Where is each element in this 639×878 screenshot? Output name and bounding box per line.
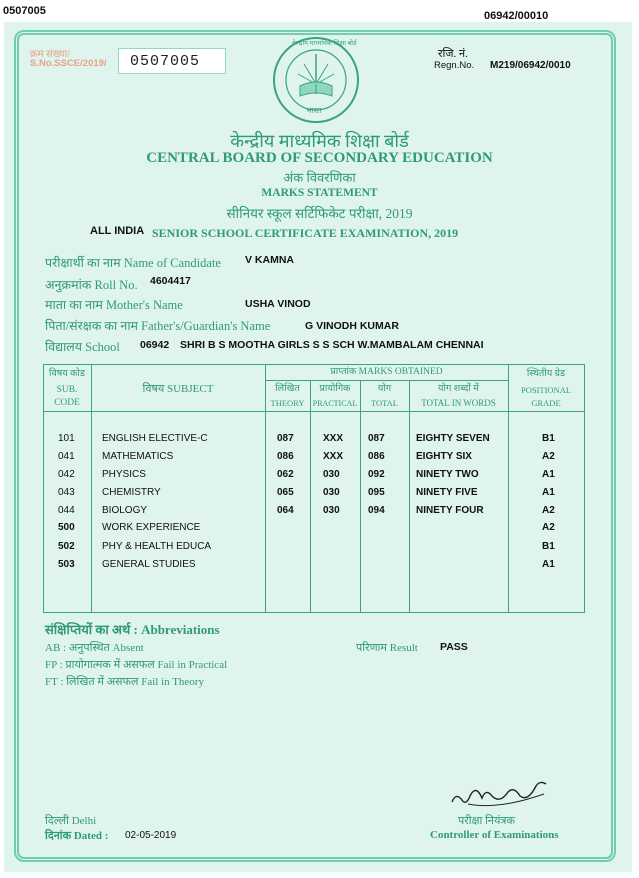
row-4-total: 095 — [368, 487, 385, 498]
issue-date: 02-05-2019 — [125, 830, 177, 841]
result-label: परिणाम Result — [356, 642, 418, 654]
exam-en: SENIOR SCHOOL CERTIFICATE EXAMINATION, 2019 — [152, 226, 459, 240]
result-value: PASS — [440, 641, 468, 653]
abbr-fail-practical: FP : प्रायोगात्मक में असफल Fail in Practical — [45, 659, 228, 671]
row-5-practical: 030 — [323, 505, 340, 516]
row-1-subject: ENGLISH ELECTIVE-C — [102, 433, 208, 444]
candidate-name: V KAMNA — [245, 254, 294, 266]
regn-value: M219/06942/0010 — [490, 60, 571, 71]
col-words-en: TOTAL IN WORDS — [421, 398, 496, 408]
abbr-fail-theory: FT : लिखित में असफल Fail in Theory — [45, 676, 204, 688]
serial-value: 0507005 — [130, 53, 201, 70]
col-words-hi: योग शब्दों में — [438, 384, 479, 394]
row-4-subject: CHEMISTRY — [102, 487, 161, 498]
controller-hi: परीक्षा नियंत्रक — [458, 815, 515, 827]
serial-label-en: S.No.SSCE/2019/ — [30, 58, 107, 69]
row-2-practical: XXX — [323, 451, 344, 462]
row-5-subject: BIOLOGY — [102, 505, 148, 516]
row-1-words: EIGHTY SEVEN — [416, 433, 490, 444]
roll-label: अनुक्रमांक Roll No. — [45, 278, 138, 292]
row-2-subject: MATHEMATICS — [102, 451, 174, 462]
row-1-total: 087 — [368, 433, 385, 444]
col-practical-en: PRACTICAL — [312, 399, 358, 408]
school-label: विद्यालय School — [45, 340, 120, 354]
row-6-subject: WORK EXPERIENCE — [102, 522, 201, 533]
logo-ring-text: केन्द्रीय माध्यमिक शिक्षा बोर्ड — [292, 40, 357, 47]
row-2-code: 041 — [58, 451, 75, 462]
row-6-code: 500 — [58, 522, 75, 533]
exam-hi: सीनियर स्कूल सर्टिफिकेट परीक्षा, 2019 — [226, 206, 413, 221]
father-label: पिता/संरक्षक का नाम Father's/Guardian's Name — [45, 319, 271, 333]
row-8-code: 503 — [58, 559, 75, 570]
signature-icon — [448, 774, 552, 814]
row-4-words: NINETY FIVE — [416, 487, 478, 498]
row-7-grade: B1 — [542, 541, 555, 552]
row-1-grade: B1 — [542, 433, 555, 444]
row-8-grade: A1 — [542, 559, 555, 570]
statement-en: MARKS STATEMENT — [261, 187, 378, 199]
row-2-words: EIGHTY SIX — [416, 451, 472, 462]
all-india: ALL INDIA — [90, 225, 145, 237]
row-3-theory: 062 — [277, 469, 294, 480]
regn-label-hi: रजि. नं. — [438, 48, 468, 60]
board-name-hi: केन्द्रीय माध्यमिक शिक्षा बोर्ड — [230, 131, 409, 151]
statement-hi: अंक विवरणिका — [283, 170, 356, 185]
row-1-practical: XXX — [323, 433, 344, 444]
row-5-total: 094 — [368, 505, 385, 516]
row-8-subject: GENERAL STUDIES — [102, 559, 196, 570]
mother-label: माता का नाम Mother's Name — [45, 298, 183, 312]
regn-number-top: 06942/00010 — [484, 10, 549, 22]
place: दिल्ली Delhi — [45, 815, 97, 827]
serial-label-hi: क्रम संख्या/ — [30, 49, 70, 60]
father-name: G VINODH KUMAR — [305, 320, 399, 332]
logo-bottom-text: भारत — [306, 106, 322, 115]
name-label: परीक्षार्थी का नाम Name of Candidate — [45, 256, 221, 270]
row-4-practical: 030 — [323, 487, 340, 498]
row-2-total: 086 — [368, 451, 385, 462]
controller-en: Controller of Examinations — [430, 829, 559, 841]
row-1-theory: 087 — [277, 433, 294, 444]
row-2-grade: A2 — [542, 451, 555, 462]
col-total-en: TOTAL — [370, 398, 399, 408]
col-theory-hi: लिखित — [275, 384, 300, 394]
row-3-practical: 030 — [323, 469, 340, 480]
col-total-hi: योग — [377, 384, 392, 394]
col-subject: विषय SUBJECT — [142, 383, 214, 395]
row-6-grade: A2 — [542, 522, 555, 533]
row-3-grade: A1 — [542, 469, 555, 480]
serial-number-top: 0507005 — [3, 5, 46, 17]
row-4-code: 043 — [58, 487, 75, 498]
row-3-code: 042 — [58, 469, 75, 480]
row-3-subject: PHYSICS — [102, 469, 146, 480]
col-grade-en1: POSITIONAL — [520, 385, 572, 395]
col-code-en2: CODE — [54, 398, 80, 408]
mother-name: USHA VINOD — [245, 298, 311, 310]
col-practical-hi: प्रायोगिक — [319, 384, 351, 394]
col-code-hi: विषय कोड — [49, 369, 85, 379]
dated-label: दिनांक Dated : — [45, 830, 109, 842]
row-4-theory: 065 — [277, 487, 294, 498]
col-theory-en: THEORY — [270, 398, 305, 408]
row-5-theory: 064 — [277, 505, 294, 516]
row-7-subject: PHY & HEALTH EDUCA — [102, 541, 212, 552]
row-5-words: NINETY FOUR — [416, 505, 484, 516]
row-5-code: 044 — [58, 505, 75, 516]
abbr-absent: AB : अनुपस्थित Absent — [45, 642, 144, 654]
row-3-total: 092 — [368, 469, 385, 480]
school-name: SHRI B S MOOTHA GIRLS S S SCH W.MAMBALAM CHENNAI — [180, 339, 484, 351]
row-3-words: NINETY TWO — [416, 469, 479, 480]
row-4-grade: A1 — [542, 487, 555, 498]
col-code-en1: SUB. — [56, 385, 78, 395]
regn-label-en: Regn.No. — [434, 60, 475, 71]
school-code: 06942 — [140, 339, 170, 351]
roll-number: 4604417 — [150, 275, 191, 287]
col-marks: प्राप्तांक MARKS OBTAINED — [330, 367, 443, 377]
abbreviations-title: संक्षिप्तियों का अर्थ : Abbreviations — [45, 622, 220, 637]
row-5-grade: A2 — [542, 505, 555, 516]
board-name-en: CENTRAL BOARD OF SECONDARY EDUCATION — [146, 150, 493, 166]
col-grade-hi: स्थितीय ग्रेड — [526, 369, 566, 379]
row-2-theory: 086 — [277, 451, 294, 462]
col-grade-en2: GRADE — [531, 398, 561, 408]
row-1-code: 101 — [58, 433, 75, 444]
row-7-code: 502 — [58, 541, 75, 552]
